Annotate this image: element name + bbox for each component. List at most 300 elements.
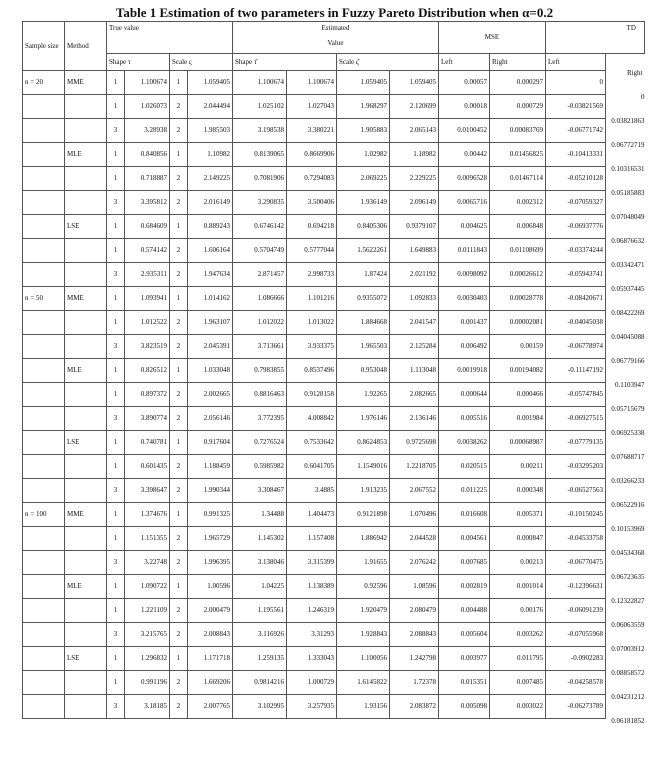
est-shape-high-cell: 0.8669906	[287, 143, 337, 167]
method-cell: MLE	[65, 359, 107, 383]
td-right-cell	[606, 68, 645, 101]
est-scale-low-cell: 1.1549016	[337, 455, 390, 479]
true-shape-index-cell: 1	[107, 167, 125, 191]
header-td-left: Left	[546, 54, 606, 71]
true-shape-index-cell: 3	[107, 551, 125, 575]
true-scale-index-cell: 2	[170, 599, 188, 623]
true-shape-cell: 3.890774	[125, 407, 170, 431]
true-scale-index-cell: 2	[170, 455, 188, 479]
method-cell	[65, 527, 107, 551]
method-cell	[65, 455, 107, 479]
mse-right-cell: 0.00176	[490, 599, 546, 623]
est-shape-high-cell: 1.138389	[287, 575, 337, 599]
mse-left-cell: 0.003977	[439, 647, 490, 671]
table-row	[23, 311, 645, 335]
true-shape-cell: 0.684609	[125, 215, 170, 239]
true-scale-index-cell: 2	[170, 479, 188, 503]
td-right-value: 0.06181852	[611, 716, 645, 725]
td-right-cell	[606, 452, 645, 485]
td-right-value: 0.07688717	[611, 452, 645, 461]
td-right-value: 0.07048049	[611, 212, 645, 221]
est-scale-low-cell: 0.9121898	[337, 503, 390, 527]
est-scale-low-cell: 1.92265	[337, 383, 390, 407]
est-scale-low-cell: 1.100056	[337, 647, 390, 671]
method-cell: MME	[65, 287, 107, 311]
sample-size-cell: n = 20	[23, 71, 65, 95]
mse-left-cell: 0.0098092	[439, 263, 490, 287]
sample-size-cell	[23, 359, 65, 383]
table-row	[23, 335, 645, 359]
true-scale-cell: 2.000479	[188, 599, 233, 623]
method-cell	[65, 623, 107, 647]
true-scale-index-cell: 1	[170, 287, 188, 311]
method-cell: MLE	[65, 143, 107, 167]
sample-size-cell	[23, 599, 65, 623]
header-value-label: Value	[327, 39, 344, 47]
est-shape-low-cell: 1.04225	[233, 575, 287, 599]
true-shape-index-cell: 1	[107, 599, 125, 623]
td-right-cell	[606, 596, 645, 629]
td-left-cell: -0.06273789	[546, 695, 606, 719]
true-shape-cell: 3.22748	[125, 551, 170, 575]
est-scale-high-cell: 2.088843	[390, 623, 439, 647]
td-left-cell: -0.12396631	[546, 575, 606, 599]
method-cell: MME	[65, 71, 107, 95]
true-scale-index-cell: 2	[170, 407, 188, 431]
mse-left-cell: 0.004488	[439, 599, 490, 623]
method-cell	[65, 95, 107, 119]
true-shape-cell: 3.398647	[125, 479, 170, 503]
td-left-cell: -0.07059327	[546, 191, 606, 215]
true-shape-index-cell: 3	[107, 695, 125, 719]
est-shape-high-cell: 1.157408	[287, 527, 337, 551]
header-scale-hat: Scale ς̂	[337, 54, 439, 71]
est-scale-high-cell: 2.125284	[390, 335, 439, 359]
td-right-value: 0.06522916	[611, 500, 645, 509]
td-right-value: 0.08858572	[611, 668, 645, 677]
td-left-cell: -0.06091239	[546, 599, 606, 623]
mse-right-cell: 0.00028778	[490, 287, 546, 311]
method-cell: LSE	[65, 431, 107, 455]
true-scale-index-cell: 2	[170, 383, 188, 407]
true-shape-cell: 0.718887	[125, 167, 170, 191]
td-right-cell	[606, 428, 645, 461]
est-shape-low-cell: 1.34488	[233, 503, 287, 527]
mse-right-cell: 0.00213	[490, 551, 546, 575]
table-title: Table 1 Estimation of two parameters in Fuzzy Pareto Distribution when α=0.2	[115, 5, 554, 20]
table-container	[22, 21, 645, 725]
sample-size-cell	[23, 671, 65, 695]
est-shape-high-cell: 1.333043	[287, 647, 337, 671]
mse-left-cell: 0.006492	[439, 335, 490, 359]
td-right-value: 0.03821863	[611, 116, 645, 125]
true-shape-index-cell: 1	[107, 527, 125, 551]
est-scale-high-cell: 2.067552	[390, 479, 439, 503]
true-shape-cell: 0.740781	[125, 431, 170, 455]
true-scale-index-cell: 2	[170, 263, 188, 287]
true-shape-index-cell: 1	[107, 359, 125, 383]
est-shape-low-cell: 1.025102	[233, 95, 287, 119]
est-shape-low-cell: 3.138046	[233, 551, 287, 575]
table-row	[23, 455, 645, 479]
td-right-cell	[606, 380, 645, 413]
method-cell: MME	[65, 503, 107, 527]
est-scale-low-cell: 0.8405306	[337, 215, 390, 239]
td-right-value: 0.07003912	[611, 644, 645, 653]
mse-left-cell: 0.00442	[439, 143, 490, 167]
header-shape-tau: Shape τ	[107, 54, 170, 71]
true-shape-index-cell: 1	[107, 671, 125, 695]
sample-size-cell	[23, 95, 65, 119]
true-shape-cell: 1.026073	[125, 95, 170, 119]
est-scale-high-cell: 1.08596	[390, 575, 439, 599]
td-right-value: 0.05937445	[611, 284, 645, 293]
sample-size-cell	[23, 527, 65, 551]
true-scale-index-cell: 1	[170, 503, 188, 527]
td-right-value: 0	[641, 92, 645, 101]
td-right-value: 0.04231212	[611, 692, 645, 701]
table-row	[23, 119, 645, 143]
sample-size-cell	[23, 335, 65, 359]
est-scale-low-cell: 1.87424	[337, 263, 390, 287]
method-cell	[65, 335, 107, 359]
mse-left-cell: 0.020515	[439, 455, 490, 479]
est-shape-high-cell: 1.101216	[287, 287, 337, 311]
table-row	[23, 95, 645, 119]
est-shape-high-cell: 0.6041705	[287, 455, 337, 479]
td-right-cell	[606, 524, 645, 557]
sample-size-cell	[23, 263, 65, 287]
true-shape-cell: 3.395812	[125, 191, 170, 215]
true-shape-cell: 3.823519	[125, 335, 170, 359]
table-row	[23, 143, 645, 167]
est-shape-low-cell: 0.8139065	[233, 143, 287, 167]
est-scale-high-cell: 1.18982	[390, 143, 439, 167]
true-shape-cell: 2.935311	[125, 263, 170, 287]
td-right-value: 0.05715679	[611, 404, 645, 413]
true-shape-cell: 1.221109	[125, 599, 170, 623]
header-mse: MSE	[439, 22, 546, 54]
sample-size-cell	[23, 239, 65, 263]
header-estimated	[233, 22, 439, 54]
true-shape-index-cell: 1	[107, 503, 125, 527]
mse-left-cell: 0.0100452	[439, 119, 490, 143]
true-shape-index-cell: 3	[107, 119, 125, 143]
true-scale-cell: 1.014162	[188, 287, 233, 311]
est-shape-high-cell: 1.027043	[287, 95, 337, 119]
est-shape-low-cell: 1.259135	[233, 647, 287, 671]
est-shape-low-cell: 3.713661	[233, 335, 287, 359]
est-scale-low-cell: 1.884668	[337, 311, 390, 335]
sample-size-cell: n = 100	[23, 503, 65, 527]
est-scale-low-cell: 1.02982	[337, 143, 390, 167]
est-scale-high-cell: 1.092833	[390, 287, 439, 311]
mse-left-cell: 0.016608	[439, 503, 490, 527]
est-shape-low-cell: 3.772395	[233, 407, 287, 431]
sample-size-cell	[23, 479, 65, 503]
method-cell	[65, 239, 107, 263]
td-right-cell	[606, 92, 645, 125]
true-shape-index-cell: 1	[107, 143, 125, 167]
sample-size-cell	[23, 119, 65, 143]
mse-right-cell: 0.01467114	[490, 167, 546, 191]
est-scale-high-cell: 1.242798	[390, 647, 439, 671]
method-cell	[65, 167, 107, 191]
td-right-cell	[606, 284, 645, 317]
mse-right-cell: 0.011795	[490, 647, 546, 671]
est-scale-low-cell: 1.905883	[337, 119, 390, 143]
true-shape-cell: 1.090722	[125, 575, 170, 599]
true-shape-index-cell: 1	[107, 647, 125, 671]
est-scale-low-cell: 2.069225	[337, 167, 390, 191]
est-shape-low-cell: 0.8816463	[233, 383, 287, 407]
header-row-2	[23, 54, 645, 71]
est-scale-low-cell: 1.920479	[337, 599, 390, 623]
est-shape-low-cell: 3.102995	[233, 695, 287, 719]
table-row	[23, 407, 645, 431]
true-scale-index-cell: 1	[170, 143, 188, 167]
mse-right-cell: 0.00068987	[490, 431, 546, 455]
header-mse-left: Left	[439, 54, 490, 71]
td-right-value: 0.06772719	[611, 140, 645, 149]
td-left-cell: -0.0902283	[546, 647, 606, 671]
est-scale-low-cell: 1.059405	[337, 71, 390, 95]
td-left-cell: -0.06771742	[546, 119, 606, 143]
sample-size-cell	[23, 407, 65, 431]
true-scale-cell: 1.669206	[188, 671, 233, 695]
est-scale-low-cell: 0.953048	[337, 359, 390, 383]
true-shape-index-cell: 1	[107, 455, 125, 479]
true-shape-cell: 3.215765	[125, 623, 170, 647]
est-scale-high-cell: 2.065143	[390, 119, 439, 143]
est-scale-low-cell: 1.968297	[337, 95, 390, 119]
true-shape-index-cell: 1	[107, 431, 125, 455]
est-shape-low-cell: 0.7081906	[233, 167, 287, 191]
est-shape-high-cell: 0.5777044	[287, 239, 337, 263]
header-true-value: True value	[107, 22, 233, 54]
true-shape-index-cell: 3	[107, 335, 125, 359]
table-row	[23, 263, 645, 287]
header-td-right	[606, 54, 645, 77]
true-scale-cell: 1.10982	[188, 143, 233, 167]
est-shape-low-cell: 3.290835	[233, 191, 287, 215]
method-cell	[65, 191, 107, 215]
est-shape-low-cell: 1.100674	[233, 71, 287, 95]
sample-size-cell	[23, 623, 65, 647]
td-left-cell: -0.07779135	[546, 431, 606, 455]
mse-right-cell: 0.01456825	[490, 143, 546, 167]
table-row	[23, 671, 645, 695]
mse-left-cell: 0.011225	[439, 479, 490, 503]
est-shape-high-cell: 3.500406	[287, 191, 337, 215]
est-scale-low-cell: 1.928843	[337, 623, 390, 647]
mse-right-cell: 0.007485	[490, 671, 546, 695]
est-scale-low-cell: 1.6145822	[337, 671, 390, 695]
mse-right-cell: 0.00211	[490, 455, 546, 479]
header-shape-hat: Shape τ̂	[233, 54, 337, 71]
table-row	[23, 599, 645, 623]
true-scale-index-cell: 2	[170, 671, 188, 695]
header-row-1	[23, 22, 645, 54]
est-shape-low-cell: 0.6746142	[233, 215, 287, 239]
mse-left-cell: 0.0038262	[439, 431, 490, 455]
mse-left-cell: 0.005604	[439, 623, 490, 647]
true-scale-index-cell: 2	[170, 527, 188, 551]
mse-right-cell: 0.00002081	[490, 311, 546, 335]
td-right-value: 0.04045088	[611, 332, 645, 341]
true-scale-cell: 1.171718	[188, 647, 233, 671]
td-right-cell	[606, 404, 645, 437]
mse-right-cell: 0.00159	[490, 335, 546, 359]
table-row	[23, 71, 645, 95]
true-shape-index-cell: 1	[107, 239, 125, 263]
table-row	[23, 431, 645, 455]
est-shape-high-cell: 0.7294083	[287, 167, 337, 191]
true-shape-cell: 0.840856	[125, 143, 170, 167]
mse-left-cell: 0.0111843	[439, 239, 490, 263]
est-shape-low-cell: 1.195561	[233, 599, 287, 623]
est-scale-low-cell: 0.8624853	[337, 431, 390, 455]
est-shape-high-cell: 0.694218	[287, 215, 337, 239]
mse-left-cell: 0.0065716	[439, 191, 490, 215]
table-row	[23, 623, 645, 647]
true-scale-cell: 1.965729	[188, 527, 233, 551]
est-shape-low-cell: 1.086666	[233, 287, 287, 311]
header-mse-right: Right	[490, 54, 546, 71]
true-scale-cell: 2.044494	[188, 95, 233, 119]
true-shape-cell: 1.100674	[125, 71, 170, 95]
method-cell	[65, 119, 107, 143]
est-scale-high-cell: 2.021192	[390, 263, 439, 287]
est-shape-low-cell: 3.116926	[233, 623, 287, 647]
true-scale-cell: 1.996395	[188, 551, 233, 575]
td-right-cell	[606, 332, 645, 365]
true-shape-cell: 0.897372	[125, 383, 170, 407]
est-scale-low-cell: 0.92596	[337, 575, 390, 599]
est-scale-high-cell: 1.2218705	[390, 455, 439, 479]
td-right-value: 0.06779166	[611, 356, 645, 365]
td-left-cell: -0.04258578	[546, 671, 606, 695]
mse-left-cell: 0.0096528	[439, 167, 490, 191]
est-shape-high-cell: 2.998733	[287, 263, 337, 287]
table-row	[23, 383, 645, 407]
sample-size-cell	[23, 215, 65, 239]
mse-left-cell: 0.004561	[439, 527, 490, 551]
est-scale-high-cell: 1.649883	[390, 239, 439, 263]
header-td: TD	[546, 22, 645, 54]
true-shape-index-cell: 1	[107, 383, 125, 407]
method-cell	[65, 263, 107, 287]
true-scale-cell: 2.045391	[188, 335, 233, 359]
true-shape-cell: 1.093941	[125, 287, 170, 311]
est-shape-low-cell: 0.5704749	[233, 239, 287, 263]
mse-right-cell: 0.003022	[490, 695, 546, 719]
est-scale-low-cell: 1.886942	[337, 527, 390, 551]
mse-left-cell: 0.0019918	[439, 359, 490, 383]
sample-size-cell	[23, 143, 65, 167]
true-shape-cell: 3.18185	[125, 695, 170, 719]
mse-right-cell: 0.000466	[490, 383, 546, 407]
sample-size-cell: n = 50	[23, 287, 65, 311]
td-right-value: 0.03266233	[611, 476, 645, 485]
true-scale-cell: 1.188459	[188, 455, 233, 479]
est-shape-high-cell: 3.380221	[287, 119, 337, 143]
true-shape-index-cell: 3	[107, 623, 125, 647]
td-left-cell: -0.08420671	[546, 287, 606, 311]
true-scale-cell: 2.016149	[188, 191, 233, 215]
true-scale-cell: 2.149225	[188, 167, 233, 191]
estimation-table	[22, 21, 645, 725]
td-right-cell	[606, 548, 645, 581]
true-scale-index-cell: 2	[170, 239, 188, 263]
true-scale-cell: 1.033048	[188, 359, 233, 383]
est-scale-high-cell: 2.080479	[390, 599, 439, 623]
true-scale-cell: 1.947634	[188, 263, 233, 287]
est-scale-high-cell: 2.083872	[390, 695, 439, 719]
mse-right-cell: 0.001984	[490, 407, 546, 431]
true-scale-index-cell: 2	[170, 311, 188, 335]
method-cell	[65, 311, 107, 335]
sample-size-cell	[23, 455, 65, 479]
mse-left-cell: 0.00057	[439, 71, 490, 95]
true-scale-index-cell: 2	[170, 623, 188, 647]
true-scale-cell: 1.963107	[188, 311, 233, 335]
est-shape-low-cell: 0.9814216	[233, 671, 287, 695]
mse-left-cell: 0.001437	[439, 311, 490, 335]
sample-size-cell	[23, 647, 65, 671]
method-cell: LSE	[65, 215, 107, 239]
td-right-cell	[606, 644, 645, 677]
true-shape-cell: 1.012522	[125, 311, 170, 335]
true-scale-cell: 1.059405	[188, 71, 233, 95]
td-right-value: 0.06723635	[611, 572, 645, 581]
est-scale-low-cell: 1.93156	[337, 695, 390, 719]
est-scale-high-cell: 2.120699	[390, 95, 439, 119]
est-scale-low-cell: 1.913235	[337, 479, 390, 503]
true-scale-cell: 1.00596	[188, 575, 233, 599]
true-shape-cell: 0.991196	[125, 671, 170, 695]
td-left-cell: -0.03295203	[546, 455, 606, 479]
sample-size-cell	[23, 311, 65, 335]
true-scale-cell: 2.002665	[188, 383, 233, 407]
est-shape-low-cell: 3.308467	[233, 479, 287, 503]
td-left-cell: -0.05210128	[546, 167, 606, 191]
td-right-cell	[606, 692, 645, 725]
td-right-value: 0.06876632	[611, 236, 645, 245]
true-shape-index-cell: 3	[107, 263, 125, 287]
est-scale-high-cell: 2.096149	[390, 191, 439, 215]
est-scale-high-cell: 1.059405	[390, 71, 439, 95]
method-cell	[65, 671, 107, 695]
est-scale-high-cell: 1.113048	[390, 359, 439, 383]
td-right-cell	[606, 236, 645, 269]
est-shape-high-cell: 3.933375	[287, 335, 337, 359]
est-shape-high-cell: 4.008842	[287, 407, 337, 431]
true-shape-cell: 0.601435	[125, 455, 170, 479]
true-scale-cell: 0.889243	[188, 215, 233, 239]
est-shape-low-cell: 1.012022	[233, 311, 287, 335]
mse-right-cell: 0.001014	[490, 575, 546, 599]
td-right-value: 0.03342471	[611, 260, 645, 269]
table-row	[23, 695, 645, 719]
td-right-value: 0.10153969	[611, 524, 645, 533]
td-left-cell: -0.06770475	[546, 551, 606, 575]
table-row	[23, 239, 645, 263]
td-left-cell: -0.06527563	[546, 479, 606, 503]
header-sample-size: Sample size	[23, 22, 65, 71]
mse-left-cell: 0.002819	[439, 575, 490, 599]
est-scale-low-cell: 1.936149	[337, 191, 390, 215]
